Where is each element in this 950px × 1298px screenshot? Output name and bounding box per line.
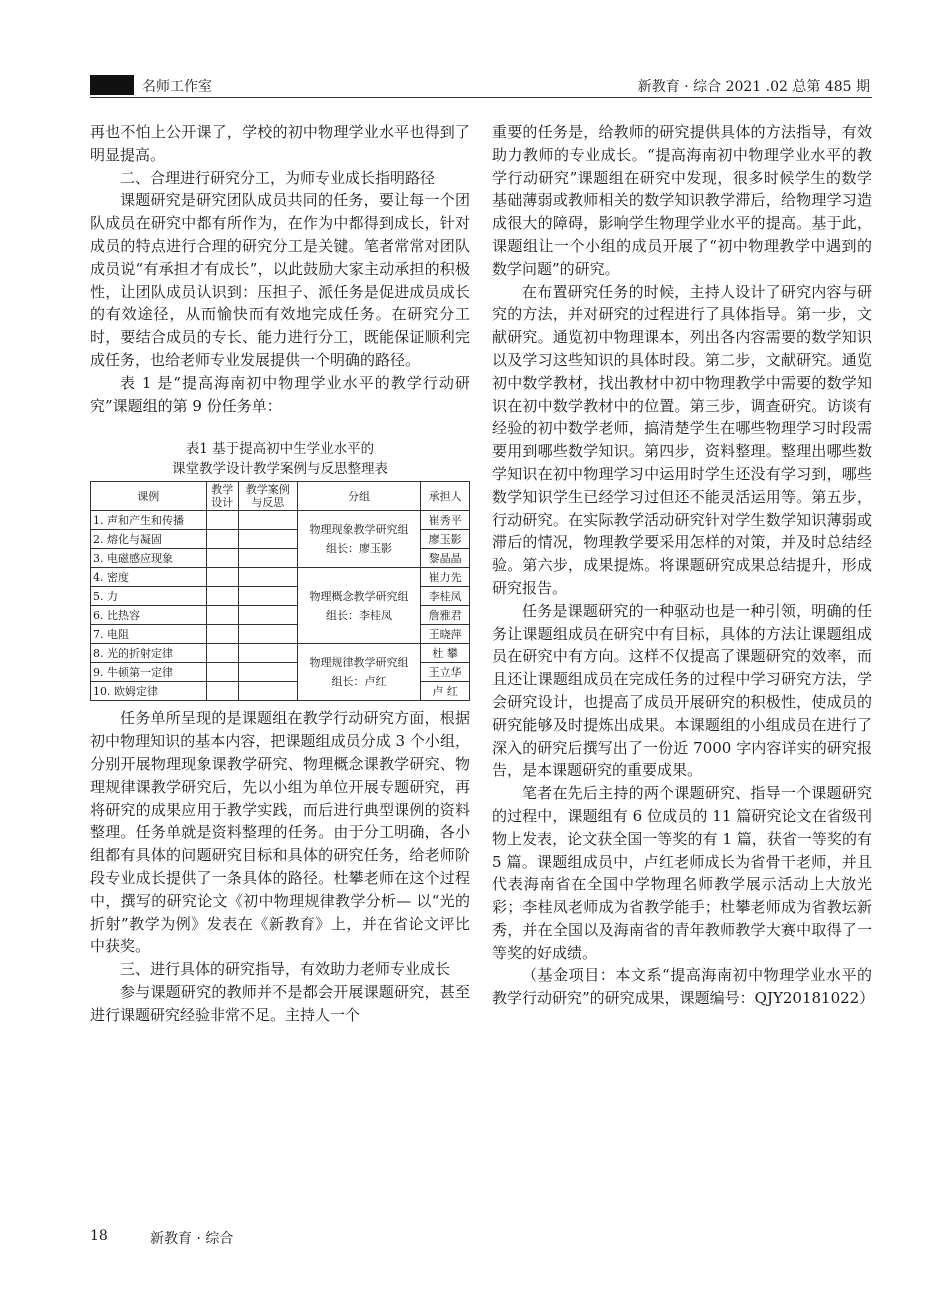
header-case: 教学案例与反思 xyxy=(238,482,297,511)
group-cell xyxy=(297,644,421,701)
group-cell xyxy=(297,511,421,568)
person-cell: 崔力先 xyxy=(421,568,470,587)
person-cell: 崔秀平 xyxy=(421,511,470,530)
left-paragraph-7: 参与课题研究的教师并不是都会开展课题研究，甚至进行课题研究经验非常不足。主持人一个 xyxy=(90,982,470,1024)
person-cell: 詹雅君 xyxy=(421,606,470,625)
design-cell xyxy=(206,511,238,530)
header-black-block xyxy=(90,75,134,95)
table-header-row xyxy=(91,482,470,511)
person-cell: 李桂凤 xyxy=(421,587,470,606)
group-leader: 组长：廖玉影 xyxy=(326,542,393,556)
header-rule xyxy=(90,97,872,98)
fund-note: （基金项目：本文系“提高海南初中物理学业水平的教学行动研究”的研究成果，课题编号：QJY20181022） xyxy=(492,966,875,1008)
group-leader: 组长：李桂凤 xyxy=(326,608,393,622)
lesson-cell: 4. 密度 xyxy=(91,568,207,587)
design-cell xyxy=(206,568,238,587)
table-caption-line-2: 课堂教学设计教学案例与反思整理表 xyxy=(172,461,388,478)
case-cell xyxy=(238,530,297,549)
person-cell: 杜 攀 xyxy=(421,644,470,663)
group-cell xyxy=(297,568,421,644)
page-number: 18 xyxy=(90,1228,108,1244)
case-cell xyxy=(238,587,297,606)
footer-journal: 新教育 · 综合 xyxy=(150,1231,234,1247)
person-cell: 王立华 xyxy=(421,663,470,682)
case-cell xyxy=(238,663,297,682)
table-row xyxy=(91,511,470,530)
lesson-cell: 1. 声和产生和传播 xyxy=(91,511,207,530)
design-cell xyxy=(206,587,238,606)
task-table xyxy=(90,481,470,701)
case-cell xyxy=(238,511,297,530)
page-header xyxy=(90,74,872,96)
case-cell xyxy=(238,625,297,644)
lesson-cell: 7. 电阻 xyxy=(91,625,207,644)
left-paragraph-3: 课题研究是研究团队成员共同的任务，要让每一个团队成员在研究中都有所作为，在作为中都得到成长，针对成员的特点进行合理的研究分工是关键。笔者常常对团队成员说“有承担才有成长”，以此鼓励大家主动承担的积极性，让团队成员认识到：压担子、派任务是促进成员成长的有效途径，从而愉快而有效地完成任务。在研究分工时，要结合成员的专长、能力进行分工，既能保证顺利完成任务，也给老师专业发展提供一个明确的路径。 xyxy=(90,191,470,369)
group-name: 物理概念教学研究组 xyxy=(309,589,409,603)
table-caption xyxy=(90,439,470,479)
person-cell: 黎晶晶 xyxy=(421,549,470,568)
section-title: 名师工作室 xyxy=(142,79,212,95)
design-cell xyxy=(206,606,238,625)
lesson-cell: 9. 牛顿第一定律 xyxy=(91,663,207,682)
table-row xyxy=(91,644,470,663)
left-paragraph-5: 任务单所呈现的是课题组在教学行动研究方面，根据初中物理知识的基本内容，把课题组成员分成 3 个小组，分别开展物理现象课教学研究、物理概念课教学研究、物理规律课教学研究后，先以小组为单位开展专题研究，再将研究的成果应用于教学实践，而后进行典型课例的资料整理。任务单就是资料整理的任务。由于分工明确，各小组都有具体的问题研究目标和具体的研究任务，给老师阶段专业成长提供了一条具体的路径。杜攀老师在这个过程中，撰写的研究论文《初中物理规律教学分析— 以“光的折射”教学为例》发表在《新教育》上，并在省论文评比中获奖。 xyxy=(90,709,470,956)
header-design: 教学设计 xyxy=(206,482,238,511)
right-paragraph-2: 在布置研究任务的时候，主持人设计了研究内容与研究的方法，并对研究的过程进行了具体指导。第一步，文献研究。通览初中物理课本，列出各内容需要的数学知识以及学习这些知识的具体时段。第二步，文献研究。通览初中数学教材，找出教材中初中物理教学中需要的数学知识在初中数学教材中的位置。第三步，调查研究。访谈有经验的初中数学老师，搞清楚学生在哪些物理学习时段需要用到哪些数学知识。第四步，资料整理。整理出哪些数学知识在初中物理学习中运用时学生还没有学习到，哪些数学知识学生已经学习过但还不能灵活运用等。第五步，行动研究。在实际教学活动研究针对学生数学知识薄弱或滞后的情况，物理教学要采用怎样的对策，并及时总结经验。第六步，成果提炼。将课题研究成果总结提升，形成研究报告。 xyxy=(492,282,872,597)
left-paragraph-4: 表 1 是“提高海南初中物理学业水平的教学行动研究”课题组的第 9 份任务单： xyxy=(90,373,470,415)
header-lesson: 课例 xyxy=(91,482,207,511)
table-caption-line-1: 表1 基于提高初中生学业水平的 xyxy=(185,441,375,458)
person-cell: 卢 红 xyxy=(421,682,470,701)
lesson-cell: 10. 欧姆定律 xyxy=(91,682,207,701)
case-cell xyxy=(238,682,297,701)
design-cell xyxy=(206,530,238,549)
case-cell xyxy=(238,549,297,568)
design-cell xyxy=(206,625,238,644)
header-group: 分组 xyxy=(297,482,421,511)
lesson-cell: 5. 力 xyxy=(91,587,207,606)
design-cell xyxy=(206,682,238,701)
lesson-cell: 6. 比热容 xyxy=(91,606,207,625)
design-cell xyxy=(206,644,238,663)
group-name: 物理现象教学研究组 xyxy=(309,523,409,537)
person-cell: 廖玉影 xyxy=(421,530,470,549)
left-paragraph-1: 再也不怕上公开课了，学校的初中物理学业水平也得到了明显提高。 xyxy=(90,123,470,164)
header-person: 承担人 xyxy=(421,482,470,511)
lesson-cell: 8. 光的折射定律 xyxy=(91,644,207,663)
person-cell: 王晓萍 xyxy=(421,625,470,644)
case-cell xyxy=(238,568,297,587)
right-paragraph-4: 笔者在先后主持的两个课题研究、指导一个课题研究的过程中，课题组有 6 位成员的 11 篇研究论文在省级刊物上发表，论文获全国一等奖的有 1 篇，获省一等奖的有 5 篇。课题组成员中，卢红老师成长为省骨干老师，并且代表海南省在全国中学物理名师教学展示活动上大放光彩；李桂凤老师成为省教学能手；杜攀老师成为省教坛新秀，并在全国以及海南省的青年教师教学大赛中取得了一等奖的好成绩。 xyxy=(492,784,872,962)
right-column xyxy=(492,121,875,1010)
design-cell xyxy=(206,663,238,682)
right-paragraph-3: 任务是课题研究的一种驱动也是一种引领，明确的任务让课题组成员在研究中有目标，具体的方法让课题组成员在研究中有方向。这样不仅提高了课题研究的效率，而且还让课题组成员在完成任务的过程中学习研究方法，学会研究设计，也提高了成员开展研究的积极性，使成员的研究能够及时提炼出成果。本课题组的小组成员在进行了深入的研究后撰写出了一份近 7000 字内容详实的研究报告，是本课题研究的重要成果。 xyxy=(492,601,872,780)
lesson-cell: 3. 电磁感应现象 xyxy=(91,549,207,568)
lesson-cell: 2. 熔化与凝固 xyxy=(91,530,207,549)
section-heading-3: 三、进行具体的研究指导，有效助力老师专业成长 xyxy=(120,960,451,979)
journal-issue: 新教育 · 综合 2021 .02 总第 485 期 xyxy=(637,79,870,95)
section-heading-2: 二、合理进行研究分工，为师专业成长指明路径 xyxy=(120,168,436,187)
case-cell xyxy=(238,644,297,663)
right-paragraph-1: 重要的任务是，给教师的研究提供具体的方法指导，有效助力教师的专业成长。“提高海南初中物理学业水平的教学行动研究”课题组在研究中发现，很多时候学生的数学基础薄弱或教师相关的数学知识教学滞后，给物理学习造成很大的障碍，影响学生物理学业水平的提高。基于此，课题组让一个小组的成员开展了“初中物理教学中遇到的数学问题”的研究。 xyxy=(492,123,872,278)
group-leader: 组长：卢红 xyxy=(331,675,387,689)
table-row xyxy=(91,568,470,587)
left-column xyxy=(90,121,470,1027)
design-cell xyxy=(206,549,238,568)
case-cell xyxy=(238,606,297,625)
group-name: 物理规律教学研究组 xyxy=(309,656,409,670)
